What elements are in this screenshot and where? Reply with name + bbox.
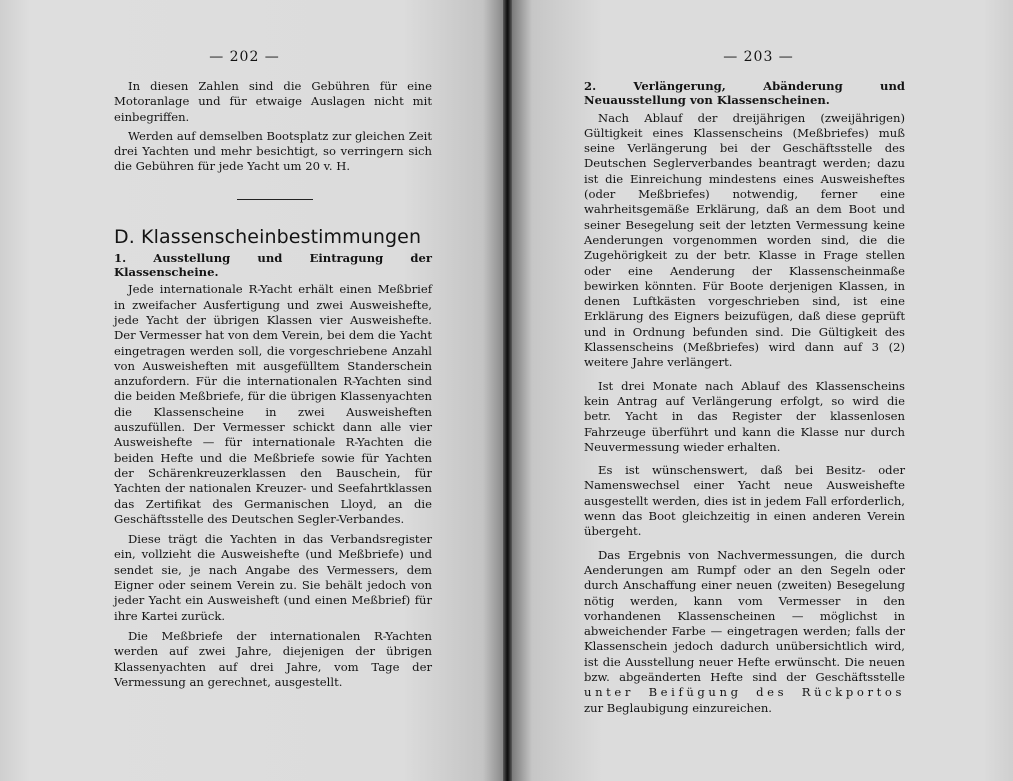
paragraph: Diese trägt die Yachten in das Verbandsregister ein, vollzieht die Ausweishefte (und Meßbriefe) und sendet sie, je nach Angabe des Vermessers, dem Eigner oder seinem Verein zu. Sie behält jedoch von jeder Yacht ein Ausweisheft (und einen Meßbrief) für ihre Kartei zurück. [114, 532, 432, 623]
page-number-right: — 203 — [723, 49, 794, 65]
section-heading: D. Klassenscheinbestimmungen [114, 225, 422, 248]
paragraph: Die Meßbriefe der internationalen R-Yachten werden auf zwei Jahre, diejenigen der übrigen Klassenyachten auf drei Jahre, vom Tage der Vermessung an gerechnet, ausgestellt. [114, 628, 432, 689]
paragraph [584, 548, 905, 716]
page-number-left: — 202 — [209, 49, 280, 65]
paragraph: Jede internationale R-Yacht erhält einen Meßbrief in zweifacher Ausfertigung und zwei Ausweishefte, jede Yacht der übrigen Klassen vier Ausweishefte. Der Vermesser hat von dem Verein, bei dem die Yacht eingetragen werden soll, die vorgeschriebene Anzahl von Ausweisheften mit ausgefülltem Standerschein anzufordern. Für die internationalen R-Yachten sind die beiden Meßbriefe, für die übrigen Klassenyachten die Klassenscheine in zwei Ausweisheften auszufüllen. Der Vermesser schickt dann alle vier Ausweishefte — für internationale R-Yachten die beiden Hefte und die Meßbriefe sowie für Yachten der Schärenkreuzerklassen den Bauschein, für Yachten der nationalen Kreuzer- und Seefahrtklassen das Zertifikat des Germanischen Lloyd, an die Geschäftsstelle des Deutschen Segler-Verbandes. [114, 282, 432, 526]
paragraph-text: zur Beglaubigung einzureichen. [584, 700, 772, 715]
paragraph: Ist drei Monate nach Ablauf des Klassenscheins kein Antrag auf Verlängerung erfolgt, so wird die betr. Yacht in das Register der klassenlosen Fahrzeuge überführt und kann die Klasse nur durch Neuvermessung wieder erhalten. [584, 378, 905, 454]
left-page [0, 0, 503, 781]
emphasized-text: unter Beifügung des Rückportos [584, 685, 905, 700]
book-gutter [503, 0, 512, 781]
paragraph: Werden auf demselben Bootsplatz zur gleichen Zeit drei Yachten und mehr besichtigt, so verringern sich die Gebühren für jede Yacht um 20 v. H. [114, 128, 432, 174]
right-text-column [584, 79, 905, 721]
section-divider [237, 199, 313, 200]
paragraph: In diesen Zahlen sind die Gebühren für eine Motoranlage und für etwaige Auslagen nicht mit einbegriffen. [114, 79, 432, 124]
paragraph: Nach Ablauf der dreijährigen (zweijährigen) Gültigkeit eines Klassenscheins (Meßbriefes) muß seine Verlängerung bei der Geschäftsstelle des Deutschen Seglerverbandes beantragt werden; dazu ist die Einreichung mindestens eines Ausweisheftes (oder Meßbriefes) notwendig, ferner eine wahrheitsgemäße Erklärung, daß an dem Boot und seiner Besegelung seit der letzten Vermessung keine Aenderungen vorgenommen worden sind, die die Zugehörigkeit zu der betr. Klasse in Frage stellen oder eine Aenderung der Klassenscheinmaße bewirken könnten. Für Boote derjenigen Klassen, in denen Luftkästen vorgeschrieben sind, ist eine Erklärung des Eigners beizufügen, daß diese geprüft und in Ordnung befunden sind. Die Gültigkeit des Klassenscheins (Meßbriefes) wird dann auf 3 (2) weitere Jahre verlängert. [584, 110, 905, 370]
left-text-column [114, 79, 432, 695]
sub-heading: 2. Verlängerung, Abänderung und Neuausstellung von Klassenscheinen. [584, 79, 905, 108]
sub-heading: 1. Ausstellung und Eintragung der Klassenscheine. [114, 250, 432, 280]
paragraph: Es ist wünschenswert, daß bei Besitz- oder Namenswechsel einer Yacht neue Ausweishefte ausgestellt werden, dies ist in jedem Fall erforderlich, wenn das Boot gleichzeitig in einen anderen Verein übergeht. [584, 463, 905, 539]
paragraph-text: Das Ergebnis von Nachvermessungen, die durch Aenderungen am Rumpf oder an den Segeln oder durch Anschaffung einer neuen (zweiten) Besegelung nötig werden, kann vom Vermesser in den vorhandenen Klassenscheinen — möglichst in abweichender Farbe — eingetragen werden; falls der Klassenschein jedoch dadurch unübersichtlich wird, ist die Ausstellung neuer Hefte erwünscht. Die neuen bzw. abgeänderten Hefte sind der Geschäftsstelle [584, 547, 905, 684]
right-page [512, 0, 1013, 781]
